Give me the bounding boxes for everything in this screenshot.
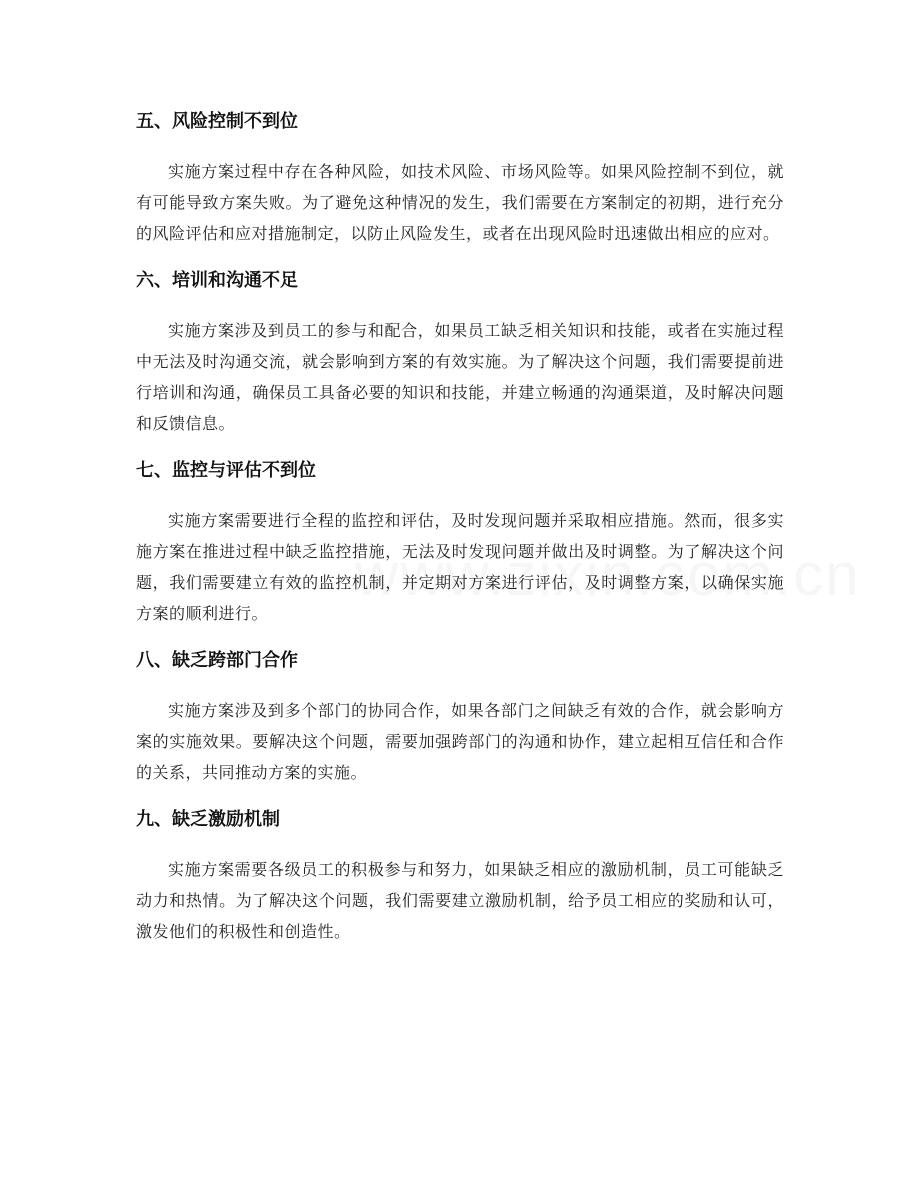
section-heading: 九、缺乏激励机制 — [136, 809, 280, 830]
section-paragraph: 实施方案涉及到员工的参与和配合，如果员工缺乏相关知识和技能，或者在实施过程中无法及时沟通交流，就会影响到方案的有效实施。为了解决这个问题，我们需要提前进行培训和沟通，确保员工具备必要的知识和技能，并建立畅通的沟通渠道，及时解决问题和反馈信息。 — [136, 321, 784, 433]
section-paragraph: 实施方案过程中存在各种风险，如技术风险、市场风险等。如果风险控制不到位，就有可能导致方案失败。为了避免这种情况的发生，我们需要在方案制定的初期，进行充分的风险评估和应对措施制定，以防止风险发生，或者在出现风险时迅速做出相应的应对。 — [136, 162, 784, 243]
section-paragraph: 实施方案涉及到多个部门的协同合作，如果各部门之间缺乏有效的合作，就会影响方案的实施效果。要解决这个问题，需要加强跨部门的沟通和协作，建立起相互信任和合作的关系，共同推动方案的实施。 — [136, 701, 784, 782]
section-7 — [136, 449, 784, 629]
section-heading: 六、培训和沟通不足 — [136, 270, 298, 291]
section-heading: 五、风险控制不到位 — [136, 111, 298, 132]
section-heading: 八、缺乏跨部门合作 — [136, 650, 298, 671]
section-heading: 七、监控与评估不到位 — [136, 460, 316, 481]
section-paragraph: 实施方案需要进行全程的监控和评估，及时发现问题并采取相应措施。然而，很多实施方案在推进过程中缺乏监控措施，无法及时发现问题并做出及时调整。为了解决这个问题，我们需要建立有效的监控机制，并定期对方案进行评估，及时调整方案，以确保实施方案的顺利进行。 — [136, 511, 784, 623]
section-paragraph: 实施方案需要各级员工的积极参与和努力，如果缺乏相应的激励机制，员工可能缺乏动力和热情。为了解决这个问题，我们需要建立激励机制，给予员工相应的奖励和认可，激发他们的积极性和创造性。 — [136, 860, 784, 941]
section-8 — [136, 639, 784, 788]
section-5 — [136, 100, 784, 249]
section-9 — [136, 798, 784, 947]
document-page — [136, 100, 784, 957]
section-6 — [136, 259, 784, 439]
